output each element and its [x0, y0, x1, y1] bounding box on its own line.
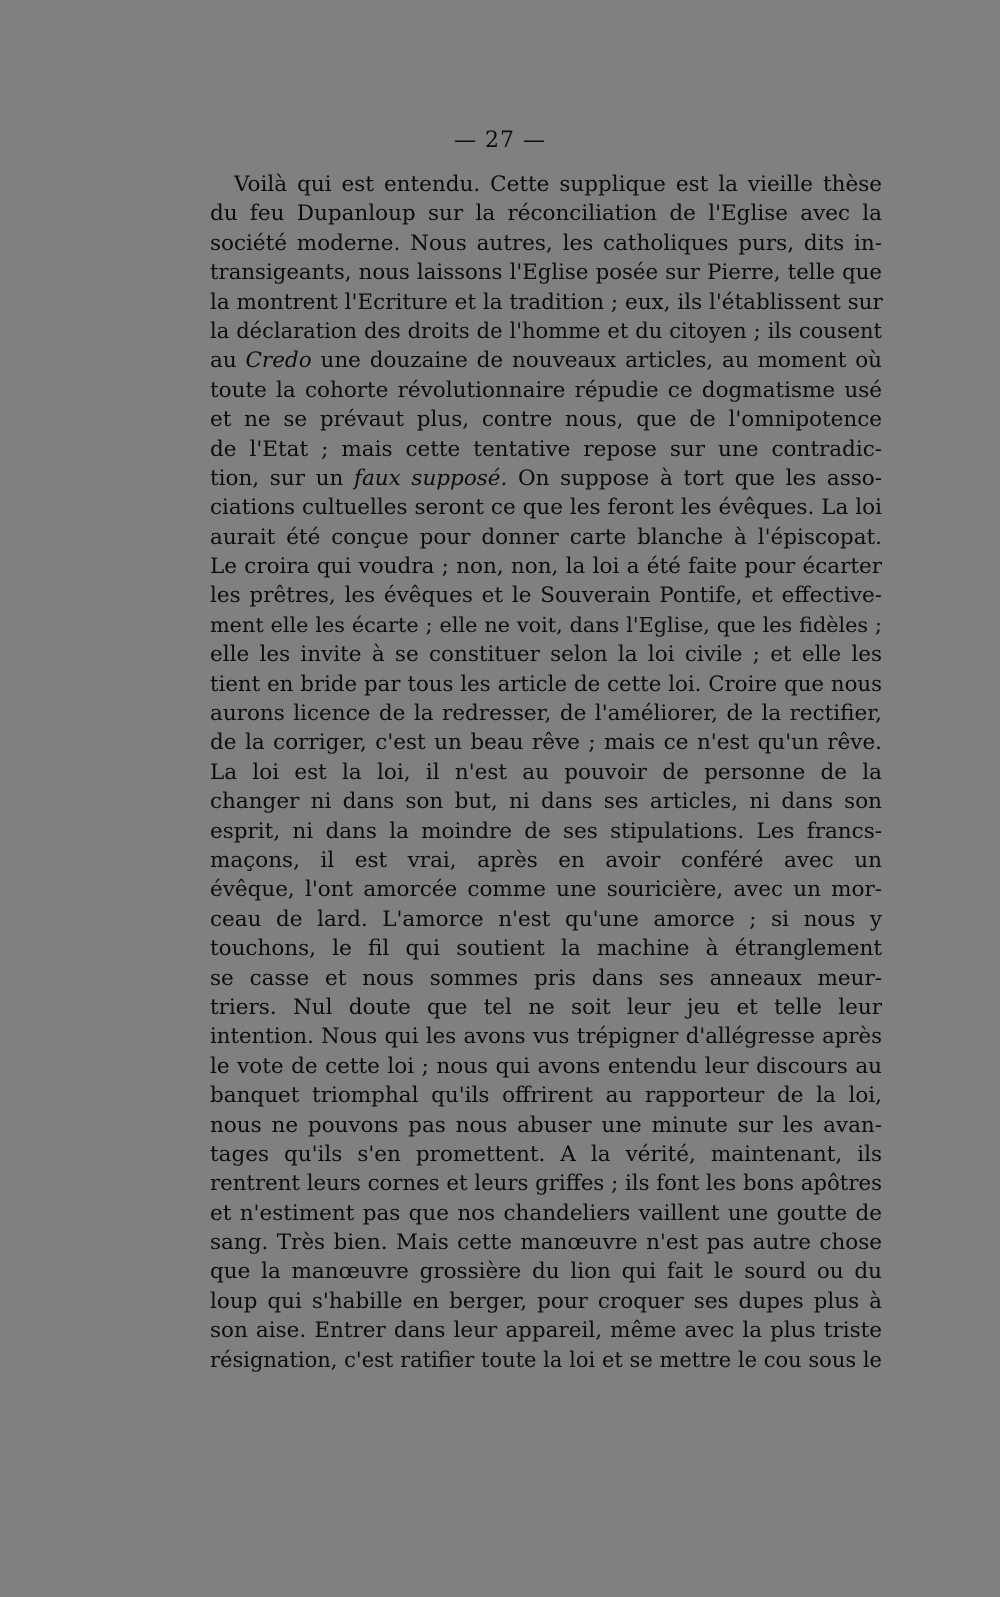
text-line: sang. Très bien. Mais cette manœuvre n'est pas autre chose — [210, 1230, 882, 1256]
text-line: ment elle les écarte ; elle ne voit, dans l'Eglise, que les fidèles ; — [210, 612, 882, 637]
body-text — [210, 170, 882, 1375]
text-line: de la corriger, c'est un beau rêve ; mais ce n'est qu'un rêve. — [210, 730, 882, 756]
text-line: La loi est la loi, il n'est au pouvoir de personne de la — [210, 759, 882, 785]
text-line: aurait été conçue pour donner carte blanche à l'épiscopat. — [210, 524, 882, 550]
text-line: aurons licence de la redresser, de l'améliorer, de la rectifier, — [210, 701, 882, 727]
text-line: et ne se prévaut plus, contre nous, que de l'omnipotence — [210, 407, 882, 433]
text-line: du feu Dupanloup sur la réconciliation de l'Eglise avec la — [210, 201, 882, 227]
text-line: que la manœuvre grossière du lion qui fait le sourd ou du — [210, 1259, 882, 1285]
text-line: ceau de lard. L'amorce n'est qu'une amorce ; si nous y — [210, 906, 882, 932]
text-run: une douzaine de nouveaux articles, au moment où — [311, 348, 883, 374]
text-line: tages qu'ils s'en promettent. A la vérité, maintenant, ils — [210, 1141, 882, 1167]
text-line: société moderne. Nous autres, les catholiques purs, dits in- — [210, 230, 882, 256]
italic-text: Credo — [245, 348, 312, 374]
text-line: toute la cohorte révolutionnaire répudie ce dogmatisme usé — [210, 377, 882, 403]
text-line — [210, 464, 882, 493]
text-line: les prêtres, les évêques et le Souverain Pontife, et effective- — [210, 583, 882, 609]
text-line: résignation, c'est ratifier toute la loi et se mettre le cou sous le — [210, 1347, 882, 1372]
text-line: évêque, l'ont amorcée comme une souricière, avec un mor- — [210, 877, 882, 903]
text-line: tient en bride par tous les article de cette loi. Croire que nous — [210, 671, 882, 697]
text-line: nous ne pouvons pas nous abuser une minute sur les avan- — [210, 1112, 882, 1138]
text-line: le vote de cette loi ; nous qui avons entendu leur discours au — [210, 1053, 882, 1079]
italic-text: faux supposé. — [354, 465, 508, 491]
text-line: son aise. Entrer dans leur appareil, même avec la plus triste — [210, 1318, 882, 1344]
text-line: touchons, le fil qui soutient la machine à étranglement — [210, 936, 882, 962]
text-run: On suppose à tort que les asso- — [507, 465, 882, 491]
page-number: — 27 — — [454, 128, 546, 153]
text-run: au — [210, 348, 246, 374]
text-line: banquet triomphal qu'ils offrirent au rapporteur de la loi, — [210, 1083, 882, 1109]
text-line: se casse et nous sommes pris dans ses anneaux meur- — [210, 965, 882, 991]
text-line: esprit, ni dans la moindre de ses stipulations. Les francs- — [210, 818, 882, 844]
text-line — [210, 346, 882, 375]
text-line: transigeants, nous laissons l'Eglise posée sur Pierre, telle que — [210, 260, 882, 286]
text-line: Le croira qui voudra ; non, non, la loi a été faite pour écarter — [210, 554, 882, 580]
text-line: la montrent l'Ecriture et la tradition ; eux, ils l'établissent sur — [210, 289, 883, 315]
text-line: intention. Nous qui les avons vus trépigner d'allégresse après — [210, 1024, 882, 1050]
text-run: tion, sur un — [210, 465, 354, 491]
text-line: loup qui s'habille en berger, pour croquer ses dupes plus à — [210, 1288, 882, 1314]
text-line: de l'Etat ; mais cette tentative repose sur une contradic- — [210, 436, 882, 462]
text-line: ciations cultuelles seront ce que les feront les évêques. La loi — [210, 495, 882, 521]
text-line: Voilà qui est entendu. Cette supplique est la vieille thèse — [234, 172, 882, 197]
text-line: la déclaration des droits de l'homme et du citoyen ; ils cousent — [210, 318, 882, 343]
text-line: changer ni dans son but, ni dans ses articles, ni dans son — [210, 789, 882, 815]
text-line: et n'estiment pas que nos chandeliers vaillent une goutte de — [210, 1200, 882, 1226]
text-line: triers. Nul doute que tel ne soit leur jeu et telle leur — [210, 994, 882, 1020]
text-line: maçons, il est vrai, après en avoir conféré avec un — [210, 847, 882, 873]
text-line: elle les invite à se constituer selon la loi civile ; et elle les — [210, 642, 882, 668]
text-line: rentrent leurs cornes et leurs griffes ; ils font les bons apôtres — [210, 1171, 882, 1197]
